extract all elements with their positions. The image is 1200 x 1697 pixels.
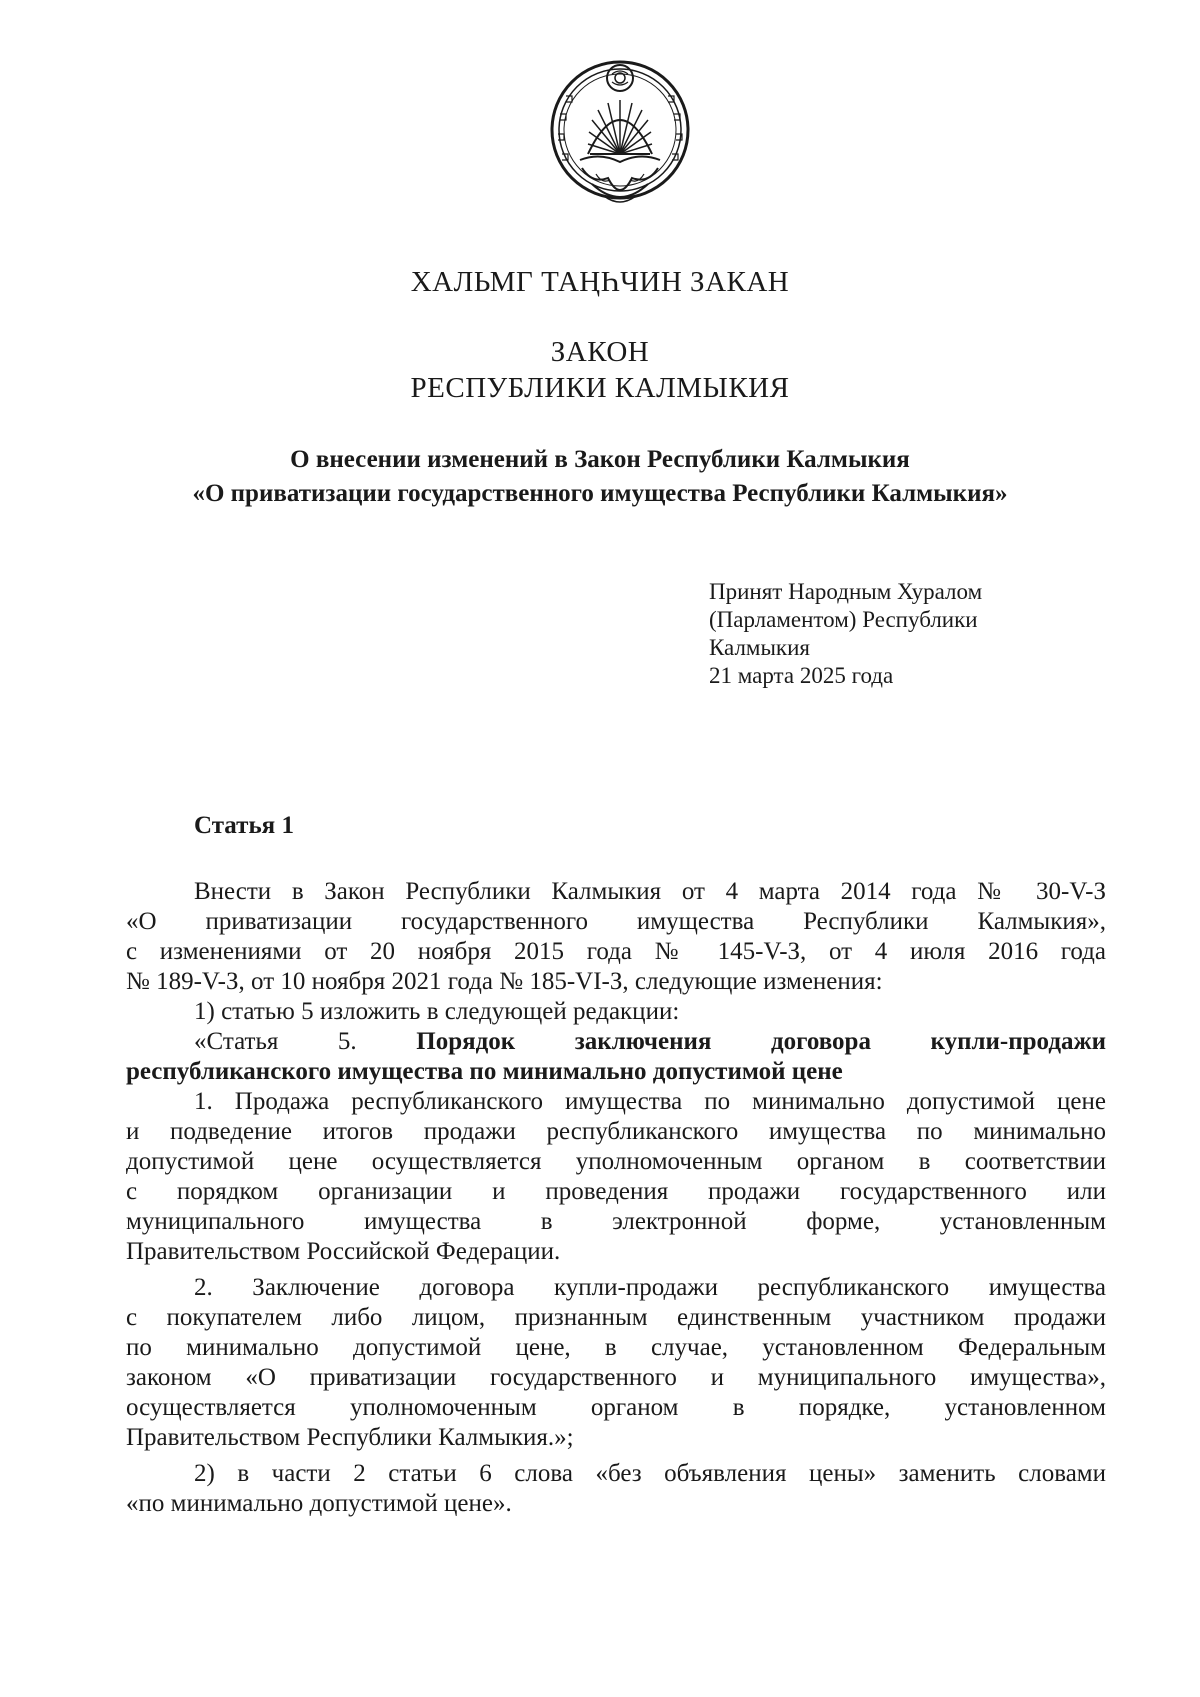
text-line: с порядком организации и проведения продажи государственного или [126,1178,1106,1205]
text-line: «по минимально допустимой цене». [126,1490,512,1517]
law-heading: ЗАКОН [550,336,650,368]
text-line: Правительством Российской Федерации. [126,1238,561,1265]
adoption-line: Принят Народным Хуралом [709,579,983,604]
adoption-note [709,578,982,690]
article-5-prefix: «Статья 5. [194,1028,357,1055]
article-5-title-cont: республиканского имущества по минимально допустимой цене [126,1058,843,1085]
text-line: допустимой цене осуществляется уполномоченным органом в соответствии [126,1148,1106,1175]
kalmyk-law-heading: ХАЛЬМГ ТАҢҺЧИН ЗАКАН [410,266,790,298]
adoption-line: Калмыкия [709,635,810,660]
text-line: 1. Продажа республиканского имущества по минимально допустимой цене [194,1088,1106,1115]
text-line: по минимально допустимой цене, в случае, установленном Федеральным [126,1334,1106,1361]
adoption-line: (Парламентом) Республики [709,607,978,632]
text-line: Внести в Закон Республики Калмыкия от 4 марта 2014 года № 30-V-З [194,878,1106,905]
text-line: 2. Заключение договора купли-продажи республиканского имущества [194,1274,1106,1301]
text-line: с изменениями от 20 ноября 2015 года № 145-V-З, от 4 июля 2016 года [126,938,1106,965]
adoption-date: 21 марта 2025 года [709,663,894,688]
text-line: с покупателем либо лицом, признанным единственным участником продажи [126,1304,1106,1331]
text-line: осуществляется уполномоченным органом в порядке, установленном [126,1394,1106,1421]
text-line: 2) в части 2 статьи 6 слова «без объявления цены» заменить словами [194,1460,1106,1487]
text-line: муниципального имущества в электронной форме, установленным [126,1208,1106,1235]
text-line: «О приватизации государственного имущества Республики Калмыкия», [126,908,1106,935]
text-line: и подведение итогов продажи республиканского имущества по минимально [126,1118,1106,1145]
article-heading: Статья 1 [194,812,294,839]
law-title-line-2: «О приватизации государственного имущества Республики Калмыкия» [192,480,1008,507]
text-line: Правительством Республики Калмыкия.»; [126,1424,574,1451]
article-5-title: Порядок заключения договора купли-продажи [416,1028,1106,1055]
law-title-line-1: О внесении изменений в Закон Республики Калмыкия [290,446,910,473]
text-line: законом «О приватизации государственного и муниципального имущества», [126,1364,1106,1391]
text-line: № 189-V-З, от 10 ноября 2021 года № 185-VI-З, следующие изменения: [126,968,883,995]
article-body [126,877,1106,1519]
kalmykia-coat-of-arms-emblem [546,56,694,214]
text-line [126,1027,1106,1057]
text-line: 1) статью 5 изложить в следующей редакции: [194,998,680,1025]
republic-heading: РЕСПУБЛИКИ КАЛМЫКИЯ [410,372,790,404]
